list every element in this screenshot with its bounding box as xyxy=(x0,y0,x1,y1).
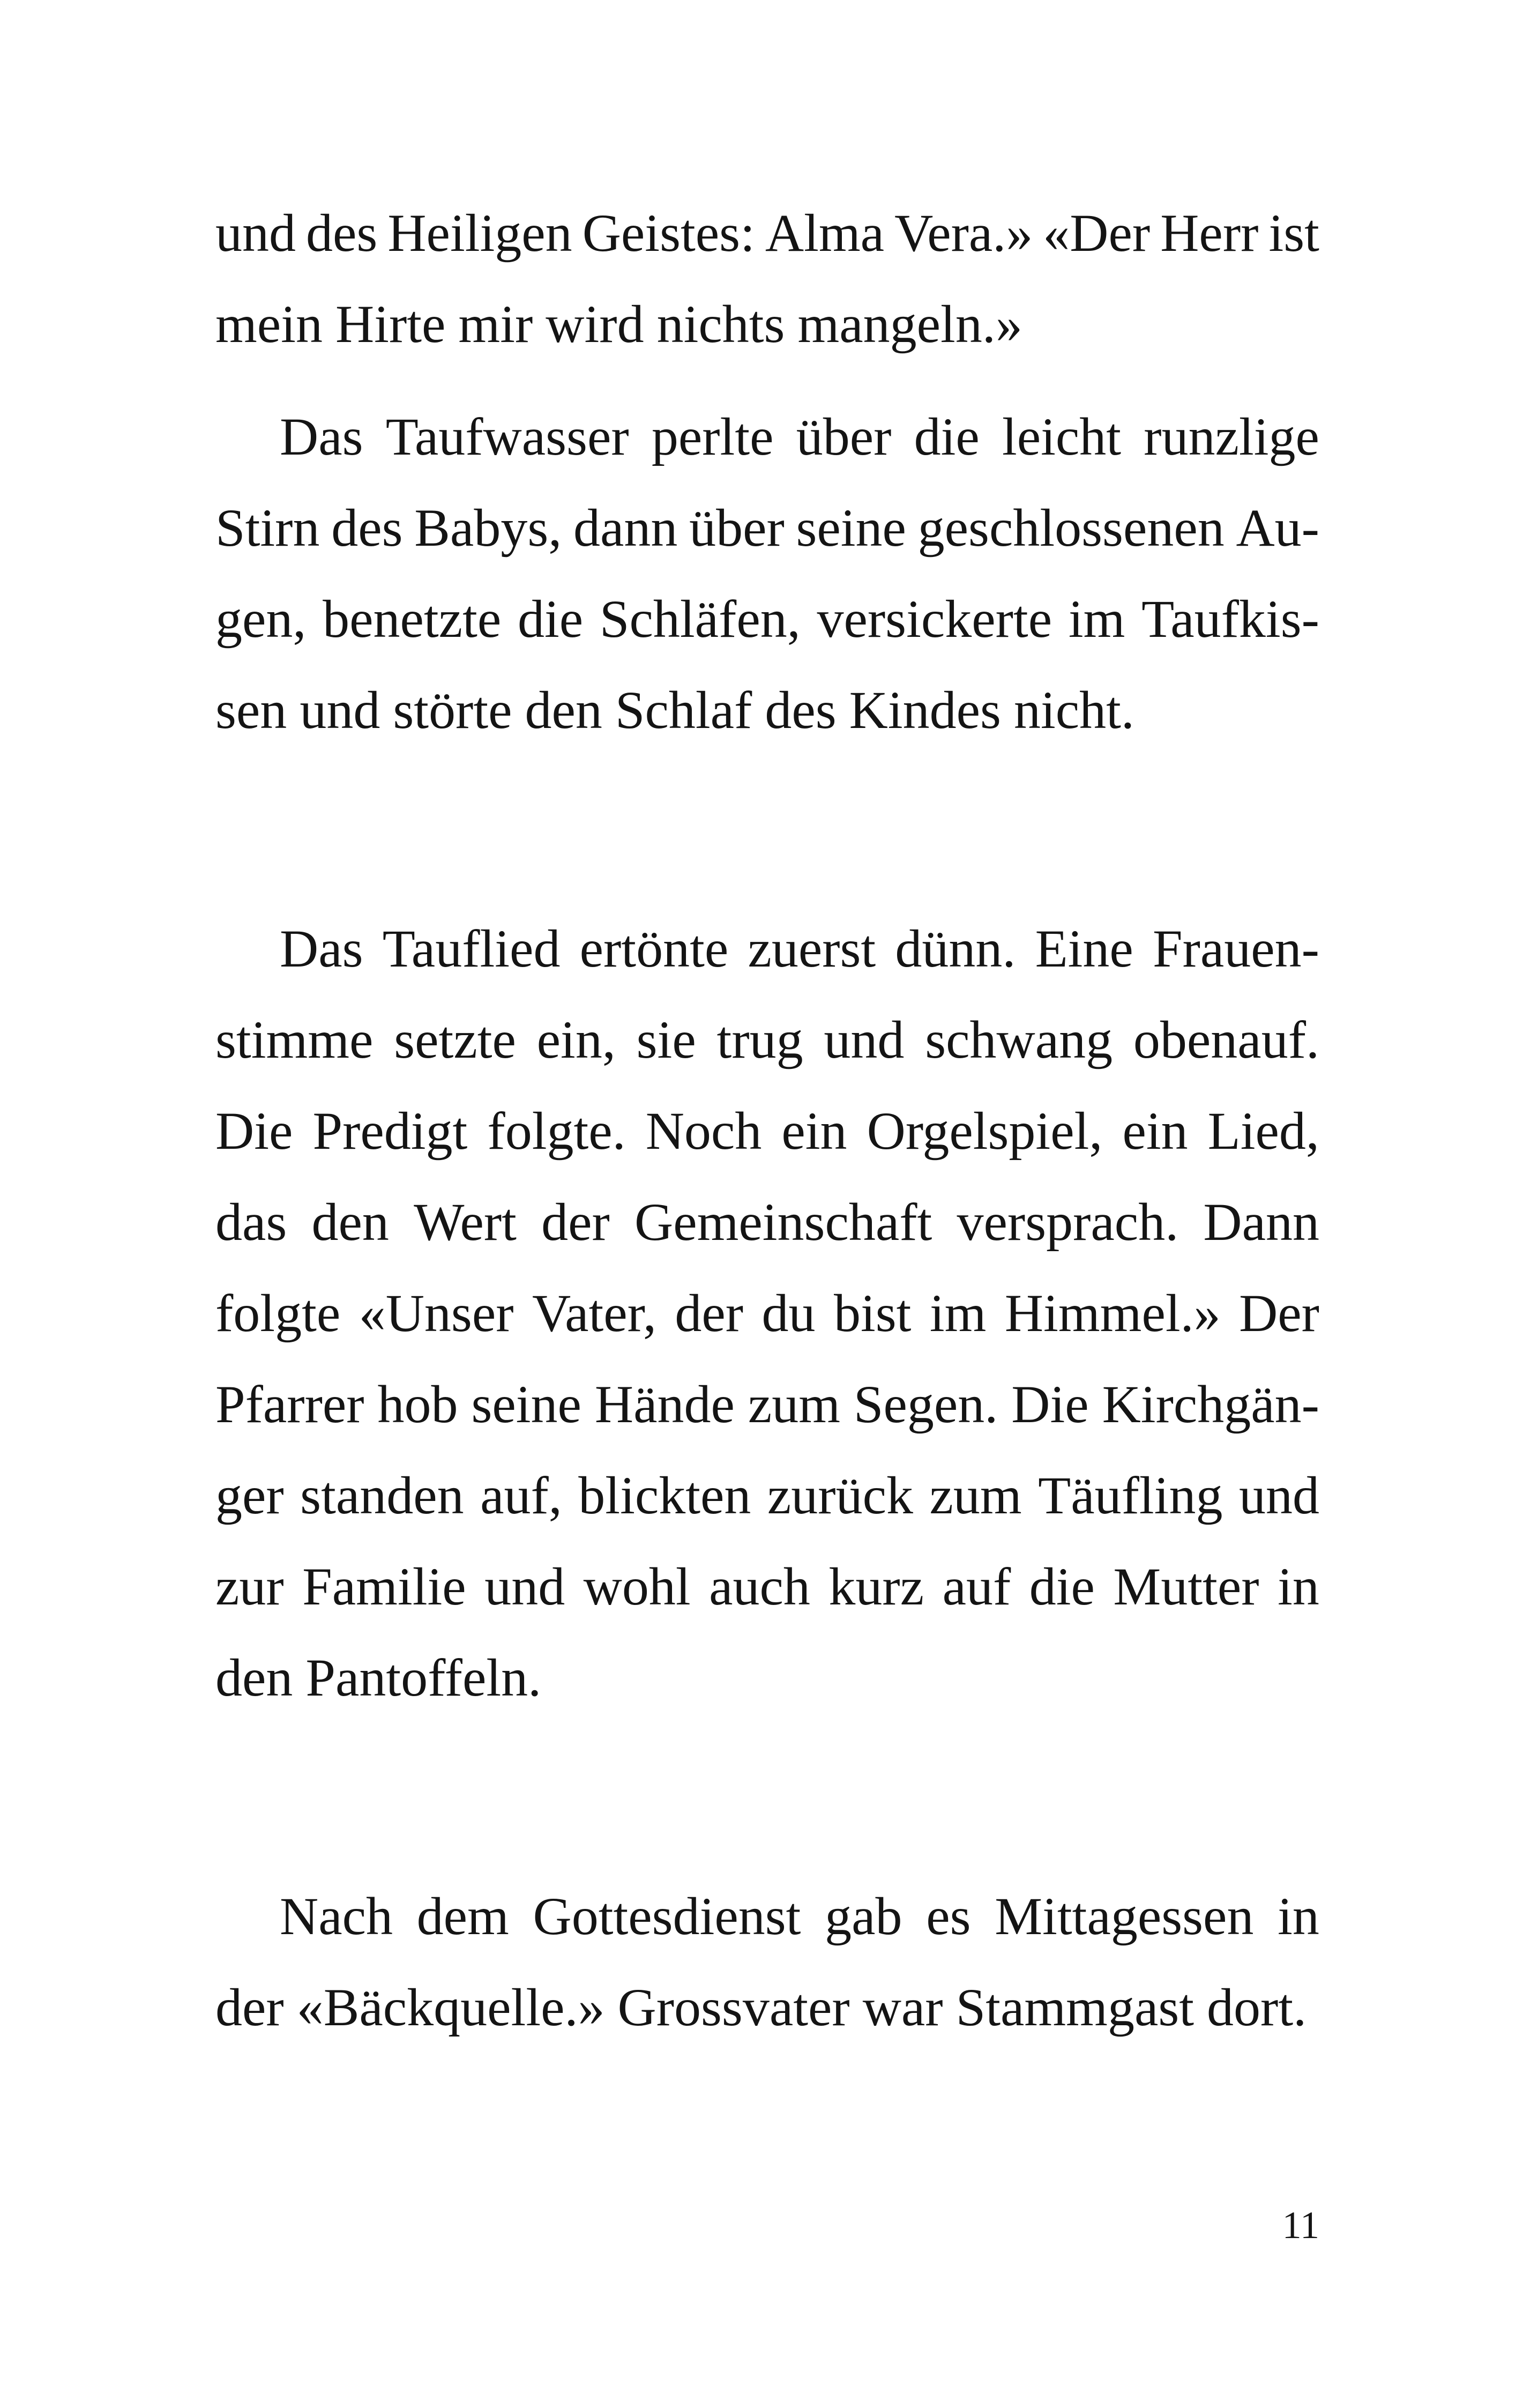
text-line: der «Bäckquelle.» Grossvater war Stammgast dort. xyxy=(215,1978,1307,2037)
text-line: Stirn des Babys, dann über seine geschlossenen Au- xyxy=(215,498,1319,558)
text-line: zur Familie und wohl auch kurz auf die Mutter in xyxy=(215,1557,1319,1616)
text-line: ger standen auf, blickten zurück zum Täufling und xyxy=(215,1466,1319,1525)
text-line: stimme setzte ein, sie trug und schwang obenauf. xyxy=(215,1010,1319,1069)
text-line: Das Taufwasser perlte über die leicht runzlige xyxy=(280,407,1319,466)
text-line: Nach dem Gottesdienst gab es Mittagessen in xyxy=(280,1886,1319,1946)
text-line: das den Wert der Gemeinschaft versprach. Dann xyxy=(215,1192,1319,1252)
text-line: und des Heiligen Geistes: Alma Vera.» «Der Herr ist xyxy=(215,203,1319,263)
text-line: Die Predigt folgte. Noch ein Orgelspiel, ein Lied, xyxy=(215,1101,1319,1161)
text-line: den Pantoffeln. xyxy=(215,1648,542,1707)
text-line: gen, benetzte die Schläfen, versickerte im Taufkis- xyxy=(215,589,1319,649)
text-line: folgte «Unser Vater, der du bist im Himmel.» Der xyxy=(215,1283,1319,1343)
text-line: sen und störte den Schlaf des Kindes nicht. xyxy=(215,680,1134,740)
text-line: mein Hirte mir wird nichts mangeln.» xyxy=(215,294,1022,354)
text-line: Pfarrer hob seine Hände zum Segen. Die Kirchgän- xyxy=(215,1374,1319,1434)
page-number: 11 xyxy=(1282,2204,1319,2247)
text-line: Das Tauflied ertönte zuerst dünn. Eine Frauen- xyxy=(280,919,1319,978)
